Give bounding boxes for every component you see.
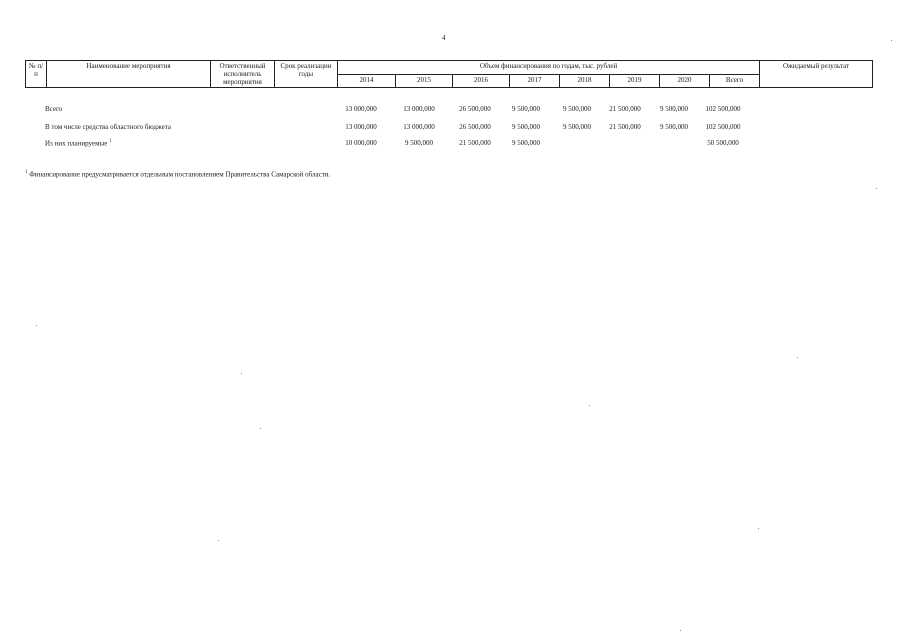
scan-speck — [589, 405, 590, 406]
header-year: 2018 — [560, 75, 610, 88]
scan-speck — [36, 325, 37, 326]
row-value: 9 500,000 — [563, 123, 591, 131]
row-value: 13 000,000 — [403, 105, 435, 113]
footnote-text: Финансирование предусматривается отдельным постановлением Правительства Самарской области. — [29, 170, 331, 179]
row-value: 9 500,000 — [660, 105, 688, 113]
header-year: 2020 — [660, 75, 710, 88]
row-value: 13 000,000 — [345, 105, 377, 113]
row-value: 9 500,000 — [512, 105, 540, 113]
header-funding: Объем финансирования по годам, тыс. рублей — [338, 61, 760, 75]
scan-speck — [218, 540, 219, 541]
header-year-total: Всего — [710, 75, 760, 88]
header-term: Срок реализации годы — [275, 61, 338, 88]
header-year: 2015 — [396, 75, 453, 88]
header-year: 2016 — [453, 75, 510, 88]
page-mark: 4 — [442, 34, 446, 42]
scan-speck — [891, 40, 892, 41]
row-value: 10 000,000 — [345, 139, 377, 147]
row-value-total: 102 500,000 — [705, 105, 741, 113]
row-value: 9 500,000 — [512, 139, 540, 147]
row-value: 13 000,000 — [403, 123, 435, 131]
footnote-marker: 1 — [109, 139, 112, 144]
scan-speck — [260, 428, 261, 429]
row-label: Всего — [45, 105, 63, 113]
row-value: 13 000,000 — [345, 123, 377, 131]
scan-speck — [758, 528, 759, 529]
row-value: 9 500,000 — [405, 139, 433, 147]
header-name: Наименование мероприятия — [47, 61, 211, 88]
header-year: 2014 — [338, 75, 396, 88]
row-value-total: 102 500,000 — [705, 123, 741, 131]
header-year: 2019 — [610, 75, 660, 88]
header-result: Ожидаемый результат — [760, 61, 873, 88]
row-value: 21 500,000 — [459, 139, 491, 147]
scan-speck — [876, 188, 877, 189]
scan-speck — [680, 630, 681, 631]
row-value: 21 500,000 — [609, 105, 641, 113]
row-value-total: 50 500,000 — [707, 139, 739, 147]
footnote-marker: 1 — [25, 170, 28, 175]
footnote — [25, 170, 330, 178]
row-value: 9 500,000 — [563, 105, 591, 113]
row-label: Из них планируемые $^1$ — [45, 139, 112, 148]
row-value: 26 500,000 — [459, 123, 491, 131]
row-value: 26 500,000 — [459, 105, 491, 113]
header-executor: Ответственный исполнитель мероприятия — [211, 61, 275, 88]
row-value: 9 500,000 — [660, 123, 688, 131]
row-value: 9 500,000 — [512, 123, 540, 131]
scan-speck — [797, 357, 798, 358]
row-value: 21 500,000 — [609, 123, 641, 131]
header-number: № п/п — [26, 61, 47, 88]
header-year: 2017 — [510, 75, 560, 88]
scan-speck — [241, 373, 242, 374]
row-label: В том числе средства областного бюджета — [45, 123, 172, 131]
